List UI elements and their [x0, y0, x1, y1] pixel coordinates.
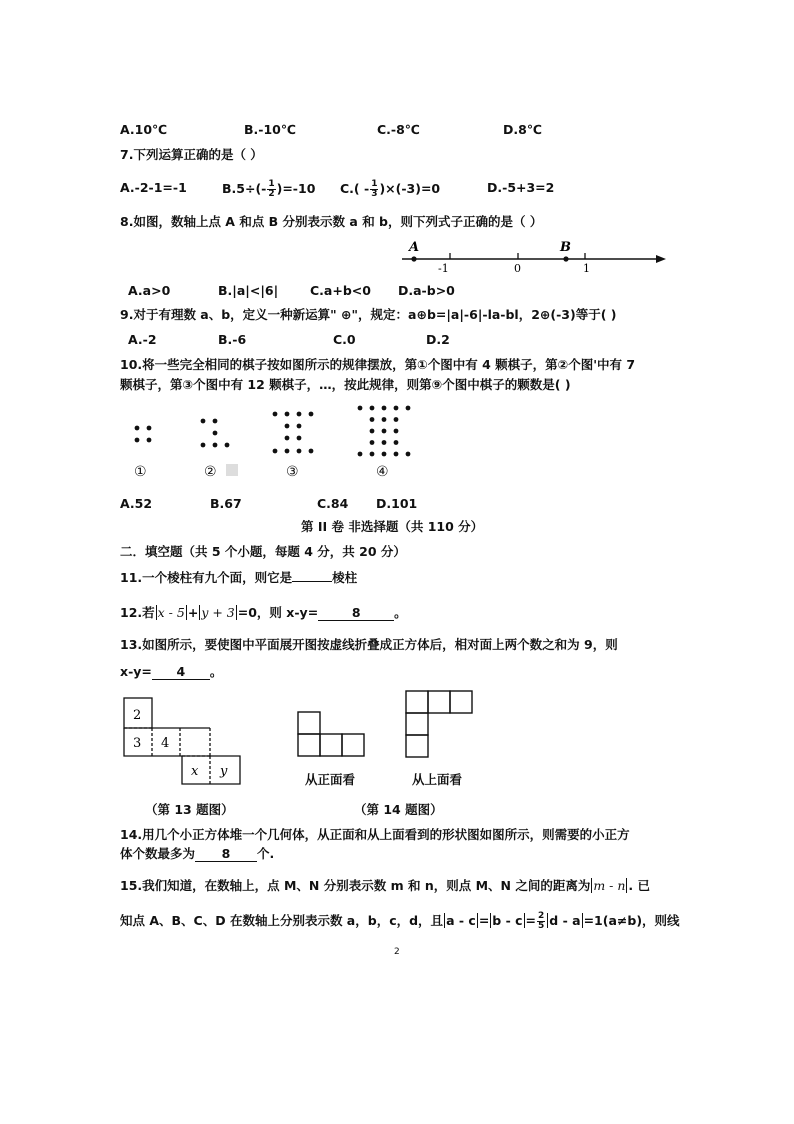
label-b: B — [560, 240, 571, 255]
q14-top-label: 从上面看 — [412, 772, 463, 787]
q14-line1: 14.用几个小正方体堆一个几何体，从正面和从上面看到的形状图如图所示，则需要的小正方 — [120, 827, 630, 842]
q10-option-d: D.101 — [376, 496, 418, 511]
q14-front-view — [296, 710, 366, 756]
q12-answer: 8 — [318, 606, 394, 621]
section-2-title: 第 II 卷 非选择题（共 110 分） — [301, 519, 484, 534]
pattern-2 — [201, 419, 230, 448]
q7-option-a: A.-2-1=-1 — [120, 180, 187, 195]
pattern-3 — [273, 412, 314, 454]
q14-answer: 8 — [195, 847, 257, 862]
q10-option-b: B.67 — [210, 496, 242, 511]
q6-option-a: A.10℃ — [120, 122, 168, 137]
q13-caption: （第 13 题图） — [145, 802, 234, 817]
q8-option-a: A.a>0 — [128, 283, 171, 298]
pattern-1 — [135, 426, 152, 443]
q15-line2: 知点 A、B、C、D 在数轴上分别表示数 a，b，c，d，且 a - c = b - c = $\frac{2}{5}$ d - a =1(a≠b)，则线 — [120, 911, 680, 931]
axis-arrow — [656, 255, 666, 263]
page-number: 2 — [394, 947, 400, 957]
q14-caption: （第 14 题图） — [354, 802, 443, 817]
q8-number-line — [398, 236, 668, 276]
net-label-x: x — [191, 764, 199, 779]
q9-stem: 9.对于有理数 a、b，定义一种新运算" ⊕"，规定：a⊕b=|a|-6|-la-bl，2⊕(-3)等于( ) — [120, 307, 617, 322]
net-label-2: 2 — [133, 708, 142, 723]
q12: 12.若 x - 5 + y + 3 =0，则 x-y= 8 。 — [120, 605, 407, 620]
q6-option-c: C.-8℃ — [377, 122, 420, 137]
q6-option-d: D.8℃ — [503, 122, 542, 137]
q7-option-b: B.5÷(- $\frac{1}{2}$ )=-10 — [222, 179, 316, 199]
label-a: A — [409, 240, 420, 255]
q10-option-a: A.52 — [120, 496, 153, 511]
q14-line2: 体个数最多为 8 个. — [120, 846, 275, 861]
q11-blank — [292, 581, 332, 582]
q8-option-c: C.a+b<0 — [310, 283, 371, 298]
part-2-heading: 二．填空题（共 5 个小题，每题 4 分，共 20 分） — [120, 544, 406, 559]
point-b — [563, 256, 568, 261]
q13-line1: 13.如图所示，要使图中平面展开图按虚线折叠成正方体后，相对面上两个数之和为 9，则 — [120, 637, 618, 652]
pattern-1-label: ① — [134, 464, 147, 480]
q9-option-a: A.-2 — [128, 332, 157, 347]
tick-label-neg1: -1 — [438, 262, 449, 275]
pattern-2-label: ② — [204, 464, 217, 480]
q9-option-d: D.2 — [426, 332, 450, 347]
q10-stem-line1: 10.将一些完全相同的棋子按如图所示的规律摆放，第①个图中有 4 颗棋子，第②个图'中有 7 — [120, 357, 636, 372]
point-a — [411, 256, 416, 261]
q14-top-view — [404, 689, 474, 757]
q7-option-c: C.( - $\frac{1}{3}$ )×(-3)=0 — [340, 179, 441, 199]
net-label-4: 4 — [161, 736, 170, 751]
q7-stem: 7.下列运算正确的是（ ） — [120, 147, 263, 162]
q14-front-label: 从正面看 — [305, 772, 356, 787]
q10-stem-line2: 颗棋子，第③个图中有 12 颗棋子，…，按此规律，则第⑨个图中棋子的颗数是( ) — [120, 377, 571, 392]
net-label-3: 3 — [133, 736, 142, 751]
tick-label-0: 0 — [514, 262, 521, 275]
q9-option-c: C.0 — [333, 332, 356, 347]
q13-answer: 4 — [152, 665, 210, 680]
tick-label-1: 1 — [583, 262, 590, 275]
q11: 11.一个棱柱有九个面，则它是 棱柱 — [120, 570, 358, 585]
q8-option-b: B.|a|<|6| — [218, 283, 279, 298]
q8-option-d: D.a-b>0 — [398, 283, 455, 298]
q9-option-b: B.-6 — [218, 332, 247, 347]
pattern-4-label: ④ — [376, 464, 389, 480]
q13-cube-net — [120, 694, 250, 789]
q7-option-d: D.-5+3=2 — [487, 180, 555, 195]
q10-option-c: C.84 — [317, 496, 349, 511]
q13-line2: x-y= 4 。 — [120, 664, 223, 679]
pattern-3-label: ③ — [286, 464, 299, 480]
q8-stem: 8.如图，数轴上点 A 和点 B 分别表示数 a 和 b，则下列式子正确的是（ ） — [120, 214, 543, 229]
net-label-y: y — [220, 764, 228, 779]
q6-option-b: B.-10℃ — [244, 122, 296, 137]
pattern-4 — [358, 406, 411, 457]
q15-line1: 15.我们知道，在数轴上，点 M、N 分别表示数 m 和 n，则点 M、N 之间的距离为 m - n . 已 — [120, 878, 651, 893]
scan-smudge — [226, 464, 238, 476]
